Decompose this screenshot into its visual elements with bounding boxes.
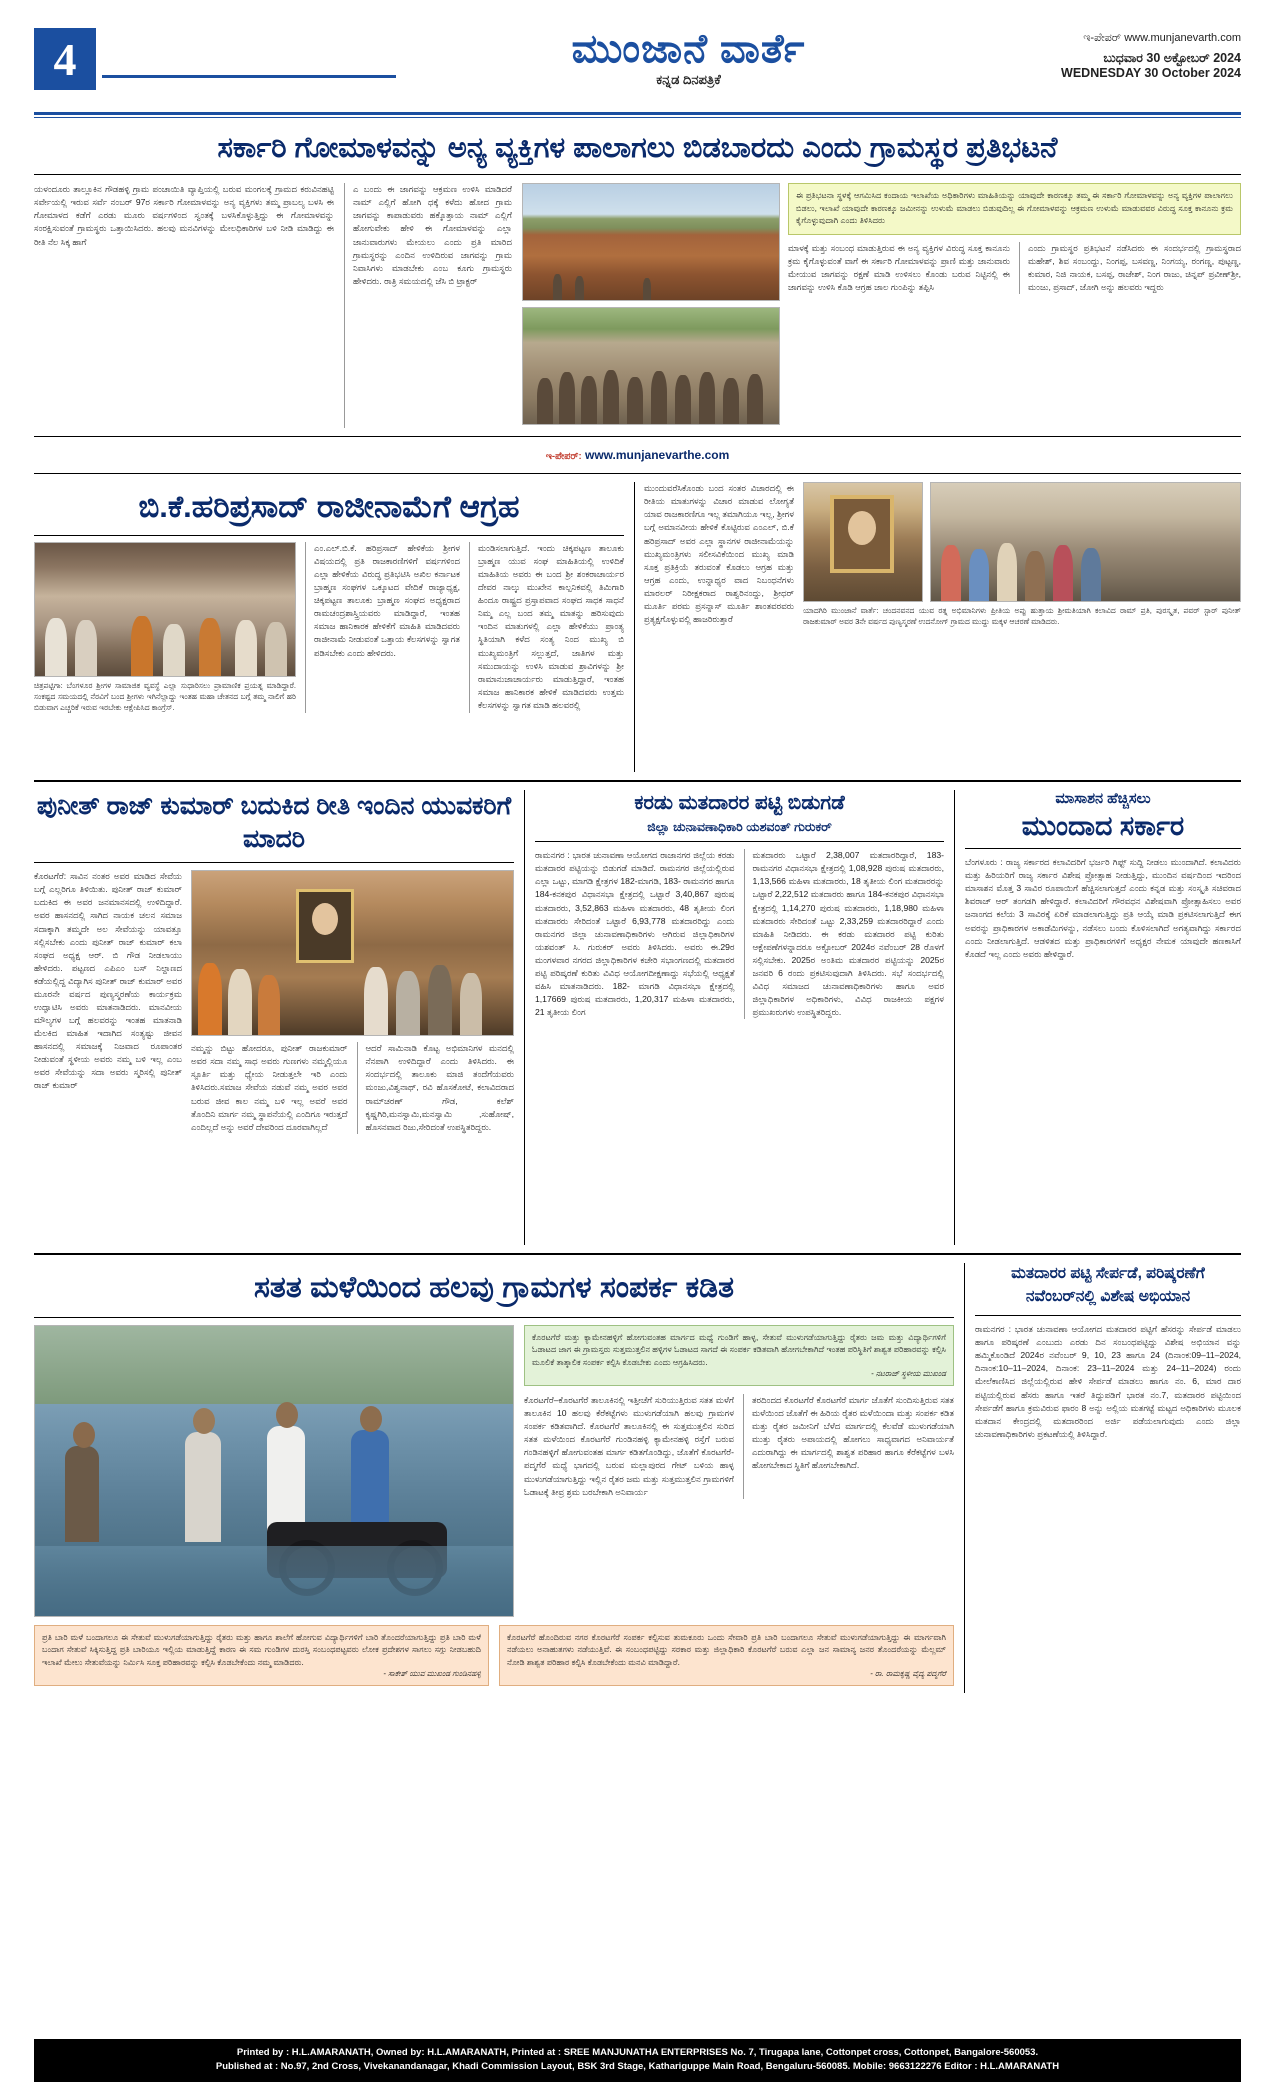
story6-note2-byline: - ಸಾಕೇತ್ ಯುವ ಮುಖಂಡ ಗುಂಡಿನಹಳ್ಳಿ bbox=[383, 1669, 481, 1679]
photo-memorial-event bbox=[191, 870, 514, 1036]
story4-col1-text: ರಾಮನಗರ : ಭಾರತ ಚುನಾವಣಾ ಆಯೋಗದ ರಾಜಾನಗರ ಜಿಲ್ಲೆಯ ಕರಡು ಮತದಾರರ ಪಟ್ಟಿಯನ್ನು ಬಿಡುಗಡೆ ಮಾಡಿದೆ. ರಾಮನಗರ ಜಿಲ್ಲೆಯಲ್ಲಿರುವ ಎಲ್ಲಾ ಒಟ್ಟು, ಮಾಗಡಿ ಕ್ಷೇತ್ರಗಳ 182-ಮಾಗಡಿ, 183- ರಾಮನಗರ ಹಾಗೂ 184-ಕನಕಪುರ ವಿಧಾನಸಭಾ ಕ್ಷೇತ್ರದಲ್ಲಿ ಒಟ್ಟಾರೆ 3,40,867 ಪುರುಷ ಮತದಾರರು, 3,52,863 ಮಹಿಳಾ ಮತದಾರರು, 48 ತೃತೀಯ ಲಿಂಗ ಮತದಾರರು ಸೇರಿದಂತೆ ಒಟ್ಟಾರೆ 6,93,778 ಮತದಾರರಿದ್ದು ಎಂದು ರಾಮನಗರ ಜಿಲ್ಲಾ ಚುನಾವಣಾಧಿಕಾರಿಗಳು ಆಗಿರುವ ಜಿಲ್ಲಾಧಿಕಾರಿಗಳ ಯಶವಂತ್ ಸಿ. ಗುರುಕರ್ ಅವರು ತಿಳಿಸಿದರು. ಅವರು ಈ.29ರ ಮಂಗಳವಾರ ನಗರದ ಜಿಲ್ಲಾಧಿಕಾರಿಗಳ ಕಚೇರಿ ಸಭಾಂಗಣದಲ್ಲಿ ಮತದಾರರ ಪಟ್ಟಿ ಪರಿಷ್ಕರಣೆ ಕುರಿತು ವಿವಿಧ ಆಯೋಗದೀಕ್ಷಣಾದ್ದು ಸಭೆಯಲ್ಲಿ ಆಧ್ಯಕ್ಷತೆ ವಹಿಸಿ ಮಾತನಾಡಿದರು. 182- ಮಾಗಡಿ ವಿಧಾನಸಭಾ ಕ್ಷೇತ್ರದಲ್ಲಿ 1,17669 ಪುರುಷ ಮತದಾರರು, 1,20,317 ಮಹಿಳಾ ಮತದಾರರು, 21 ತೃತೀಯ ಲಿಂಗ bbox=[535, 850, 735, 1017]
story6-quote-note-2 bbox=[34, 1625, 489, 1686]
date-block bbox=[981, 28, 1241, 80]
story5-headline-big: ಮುಂದಾದ ಸರ್ಕಾರ bbox=[1021, 810, 1185, 841]
footer-line-1: Printed by : H.L.AMARANATH, Owned by: H.L.AMARANATH, Printed at : SREE MANJUNATHA ENTERPRISES No. 7, Tirugapa lane, Cottonpet cross, Cottonpet, Bangalore-560053. bbox=[236, 2046, 1039, 2058]
divider-after-story2 bbox=[34, 780, 1241, 782]
page-number: 4 bbox=[34, 28, 96, 90]
masthead-rule-left bbox=[96, 28, 396, 90]
story6-col2-text: ತರದಿಂದದ ಕೊರಟಗೆರೆ ಕೊರಟಗೆರೆ ಮಾರ್ಗ ಜೊತೆಗೆ ಸುಂದಿಸುತ್ತಿರುವ ಸತತ ಮಳೆಯಿಂದ ಜೊತೆಗೆ ಈ ಹಿರಿಯ ರೈತರ ಮಳೆಯಿಂದಾ ಮತ್ತು ಸಂಪರ್ಕ ಕಡಿತ ಮತ್ತು ರೈತರ ಜಮೀನಿಗೆ ಬೆಳೆದ ಮಾರ್ಗದಲ್ಲಿ ಕೆಲವೆಡೆ ಮುಳುಗಡೆಯಾಗಿ ಮುತ್ತು ರೈತರು ಅಪಾಯದಲ್ಲಿ ಹೋಗಲು ಸಾಧ್ಯವಾಗದ ಅನಿವಾರ್ಯತೆ ಎದುರಾಗಿದ್ದು ಈ ಮಾರ್ಗದಲ್ಲಿ ಶಾಶ್ವತ ಪರಿಹಾರ ಹಾಗೂ ಕೆರೆಕಟ್ಟೆಗಳ ಬಳಸಿ ಹೋಗಬೇಕಾದ ಸ್ಥಿತಿಗೆ ಹೋಗಬೇಕಾಗಿದೆ. bbox=[752, 1395, 954, 1471]
story3 bbox=[34, 790, 514, 1245]
story1-col1 bbox=[34, 183, 334, 428]
story3-col3-text: ಆದರೆ ಸಾಮಿನಾಡಿ ಕೊಟ್ಟ ಅಭಿಮಾನಿಗಳ ಮನದಲ್ಲಿ ನೆನಪಾಗಿ ಉಳಿದಿದ್ದಾರೆ ಎಂದು ತಿಳಿಸಿದರು. ಈ ಸಂದರ್ಭದಲ್ಲಿ ತಾಲೂಕು ಮಾಜಿ ತಂದೆಗೆಯವರು ಮಂಜು,ವಿಶ್ವನಾಥ್, ರವಿ ಹೊಸಕೋಟೆ, ಕಲಾವಿದರಾದ ರಾಮ್‌ಚರಣ್ ಗೌಡ, ಕಲೆಶ್ ಕೃಷ್ಣಗಿರಿ,ಮನಸ್ವಾಮಿ,ಮನಸ್ವಾಮಿ ,ಸುಹೋಷ್, ಹೊಸನವಾದ ರಿಜು,ಸೇರಿದಂತೆ ಉಪಸ್ಥಿತರಿದ್ದರು. bbox=[365, 1043, 514, 1132]
story2-col1-text: ಎಂ.ಎಲ್.ಬಿ.ಕೆ. ಹರಿಪ್ರಸಾದ್ ಹೇಳಿಕೆಯ ಶ್ರೀಗಳ ವಿಷಯದಲ್ಲಿ ಪ್ರತಿ ರಾಜಕಾರಣಿಗಳಿಗೆ ವರ್ಷಗಳಿಂದ ಎಲ್ಲಾ ಹೇಳಿಕೆಯ ವಿರುದ್ಧ ಪ್ರತಿಭಟಿಸಿ ಅಖಿಲ ಕರ್ನಾಟಕ ಬ್ರಾಹ್ಮಣ ಸಂಘಗಳ ಒಕ್ಕೂಟದ ವೇದಿಕೆ ರಾಜ್ಯಾಧ್ಯಕ್ಷ, ಚಿಕ್ಕಪಟ್ಟಣ ತಾಲೂಕು ಬ್ರಾಹ್ಮಣ ಸಂಘದ ಅಧ್ಯಕ್ಷರಾದ ರಾಮಚಂದ್ರಶಾಸ್ತ್ರಿಯವರು ಮಾಡಿದ್ದಾರೆ, ಇಂತಹ ಸಮಾಜ ಹಾನಿಕಾರಕ ಹೇಳಿಕೆಗೆ ಮಾಹಿತಿ ಮಾಡಿದವರು ರಾಜೀನಾಮೆ ನೀಡುವಂತೆ ಒತ್ತಾಯ ಕೆಲಸಗಳನ್ನು ಸ್ವಾಗತ ಪಡಿಸಬೇಕು ಎಂದು ಹೇಳಿದರು. bbox=[314, 543, 460, 658]
story6-note3-text: ಕೊರಟಗೆರೆ ಹೊಂದಿರುವ ನಗರ ಕೊರಟಗೆರೆ ಸಂಪರ್ಕ ಕಲ್ಪಿಸುವ ತುಮಕೂರು ಒಂದು ಸೇವಾರಿ ಪ್ರತಿ ಬಾರಿ ಬಂದಾಗಲೂ ಸೇತುವೆ ಮುಳುಗಡೆಯಾಗುತ್ತಿದ್ದು ಈ ಮಾರ್ಗವಾಗಿ ನಡೆಯಲು ಅನಾಹುತಗಳು ನಡೆಯುತ್ತಿವೆ. ಈ ಸಂಬಂಧಪಟ್ಟಿದ್ದು ಸರಕಾರ ಮತ್ತು ಜಿಲ್ಲಾಧಿಕಾರಿ ಕೊರಟಗೆರೆ ಬರುವ ಎಲ್ಲಾ ಜನ ಸಾಮಾನ್ಯ ಜನರ ತೊಂದರೆಯನ್ನು ಮೆಲ್ಲಮ್ ನೋಡಿ ಶಾಶ್ವತ ಪರಿಹಾರ ಕಲ್ಪಿಸಿ ಕೊಡಬೇಕೆಂದು ಮನವಿ ಮಾಡಿದ್ದಾರೆ. bbox=[507, 1632, 946, 1667]
story7-headline: ಮತದಾರರ ಪಟ್ಟಿ ಸೇರ್ಪಡೆ, ಪರಿಷ್ಕರಣೆಗೆ ನವೆಂಬರ್‌ನಲ್ಲಿ ವಿಶೇಷ ಅಭಿಯಾನ bbox=[1011, 1265, 1205, 1305]
date-english: WEDNESDAY 30 October 2024 bbox=[1061, 66, 1241, 80]
story1-col4-text: ಎಂದು ಗ್ರಾಮಸ್ಥರ ಪ್ರತಿಭಟನೆ ನಡೆಸಿದರು ಈ ಸಂದರ್ಭದಲ್ಲಿ ಗ್ರಾಮಸ್ಥರಾದ ಮಹೇಶ್, ಶಿವ ಸಂಬಂದ್ದು, ನಿಂಗಪ್ಪ, ಬಸವಣ್ಣ, ನಿಂಗಯ್ಯ, ರಂಗಣ್ಣ, ಪುಟ್ಟಣ್ಣ, ಕುಮಾರ, ನಿಜಿ ನಾಯಕ, ಬಸಪ್ಪ, ರಾಜೇಶ್, ನಿಂಗ ರಾಜು, ಚಿನ್ನಪ್ ಪ್ರವೀಣ್‌ಶ್ರೀ, ಮಂಜು, ಪ್ರಸಾದ್, ಜೋಗಿ ಅನ್ನು ಹಲವರು ಇದ್ದರು bbox=[1027, 242, 1241, 292]
story3-col2-text: ನಮ್ಮನ್ನು ಬಿಟ್ಟು ಹೋದರೂ, ಪುನೀತ್ ರಾಜಕುಮಾರ್ ಅವರ ಸದಾ ನಮ್ಮ ಸಾಧ ಅವರು ಗುಣಗಳು ನಮ್ಮಲ್ಲಿಯೂ ಸ್ಪೂರ್ತಿ ಮತ್ತು ಧ್ಯೇಯ ನೀಡುತ್ತಲೇ ಇರಿ ಎಂದು ತಿಳಿಸಿದರು.ಸಮಾಜ ಸೇವೆಯ ನಡುವೆ ನಮ್ಮ ಅವರ ಅವರ ಬರುವ ಜೀವ ಕಾಲ ನಮ್ಮ ಬಳಿ ಇಲ್ಲ ಅವರೆ ಅವರ ತೊಂದಿನಿ ಮಾರ್ಗ ನಮ್ಮ ಸ್ಥಾಪನೆಯಲ್ಲಿ ಎಂದಿಗೂ ಇರುತ್ತದೆ ಎಂದಿಲ್ಲದೆ ಅನ್ನು ಅವರೆ ದೇವರಿಂದ ದೂರವಾಗಿಲ್ಲದೆ bbox=[191, 1043, 348, 1132]
epaper-url[interactable]: ಇ-ಪೇಪರ್ www.munjanevarth.com bbox=[1083, 32, 1241, 44]
story4-subhead: ಜಿಲ್ಲಾ ಚುನಾವಣಾಧಿಕಾರಿ ಯಶವಂತ್ ಗುರುಕರ್ bbox=[647, 820, 832, 835]
date-kannada: ಬುಧವಾರ 30 ಅಕ್ಟೋಬರ್ 2024 bbox=[1103, 51, 1241, 65]
story5-headline-small: ಮಾಸಾಶನ ಹೆಚ್ಚಿಸಲು bbox=[1055, 791, 1151, 808]
story6-headline: ಸತತ ಮಳೆಯಿಂದ ಹಲವು ಗ್ರಾಮಗಳ ಸಂಪರ್ಕ ಕಡಿತ bbox=[254, 1271, 734, 1305]
mid-section bbox=[34, 790, 1241, 1245]
story2 bbox=[34, 482, 1241, 772]
epaper-web-bar bbox=[34, 445, 1241, 465]
story2-left bbox=[34, 482, 624, 772]
story1-headline: ಸರ್ಕಾರಿ ಗೋಮಾಳವನ್ನು ಅನ್ಯ ವ್ಯಕ್ತಿಗಳ ಪಾಲಾಗಲು ಬಿಡಬಾರದು ಎಂದು ಗ್ರಾಮಸ್ಥರ ಪ್ರತಿಭಟನೆ bbox=[217, 132, 1058, 164]
masthead-divider-thick bbox=[34, 112, 1241, 115]
story6-note1-byline: - ನಟರಾಜ್ ಸ್ಥಳೀಯ ಮುಖಂಡ bbox=[871, 1369, 946, 1379]
newspaper-subtitle: ಕನ್ನಡ ದಿನಪತ್ರಿಕೆ bbox=[656, 72, 721, 87]
page-footer bbox=[34, 2039, 1241, 2082]
photo-landscape-field bbox=[522, 183, 780, 301]
story6 bbox=[34, 1263, 954, 1693]
story1-highlight-note bbox=[788, 183, 1241, 234]
story3-headline: ಪುನೀತ್ ರಾಜ್ ಕುಮಾರ್ ಬದುಕಿದ ರೀತಿ ಇಂದಿನ ಯುವಕರಿಗೆ ಮಾದರಿ bbox=[36, 792, 512, 853]
story6-quote-note-3 bbox=[499, 1625, 954, 1686]
story2-right bbox=[634, 482, 1241, 772]
story1-col2 bbox=[344, 183, 512, 428]
story1-photos bbox=[522, 183, 1241, 428]
story5 bbox=[954, 790, 1241, 1245]
story5-col1-text: ಬೆಂಗಳೂರು : ರಾಜ್ಯ ಸರ್ಕಾರದ ಕಲಾವಿದರಿಗೆ ಭರ್ಜರಿ ಗಿಫ್ಟ್ ಸುದ್ದಿ ನೀಡಲು ಮುಂದಾಗಿದೆ. ಕಲಾವಿದರು ಮತ್ತು ಹಿರಿಯರಿಗೆ ರಾಜ್ಯ ಸರ್ಕಾರ ವಿಶೇಷ ಪ್ರೋತ್ಸಾಹ ನೀಡುತ್ತಿದ್ದು, ಮುಂದಿನ ವರ್ಷದಿಂದ ಇದರಿಂದ ಮಾಸಾಶನ ಮೊತ್ತ 3 ಸಾವಿರ ರೂಪಾಯಿಗೆ ಹೆಚ್ಚಿಸಲಾಗುತ್ತದೆ ಎಂದು ಕನ್ನಡ ಮತ್ತು ಸಂಸ್ಕೃತಿ ಸಚಿವರಾದ ಶಿವರಾಜ್ ಆರ್ ತಂಗಡಗಿ ಹೇಳಿದ್ದಾರೆ. ಕಲಾವಿದರಿಗೆ ಗೌರವಧನ ವಿಶೇಷವಾಗಿ ಪ್ರೋತ್ಸಾಹಿಸಲು ಅವರ ಜನಾಂಗದ ಕಲೆಯ 3 ಸಾವಿರಕ್ಕೆ ಏರಿಕೆ ಮಾಡಲಾಗುತ್ತಿದ್ದು ಪ್ರತಿ ಆಯ್ಕೆ ಮಾಡಿ ಪ್ರಕಟಿಸಲಾಗುತ್ತಿದೆ ಈಗ ಅವರನ್ನು ಪ್ರಾಧಿಕಾರಗಳ ಅಕಾಡೆಮಿಗಳನ್ನು, ನಡೆಸಲು ಬಂದು ಕೊಳಿಸಲಾಗಿದೆ ಅಗತ್ಯವಾಗಿದ್ದು ಸರ್ಕಾರದ ಎಂದು ನೀಡಲಾಗುತ್ತಿದೆ. ಆಡಳಿತದ ಮತ್ತು ಪ್ರಾಧಿಕಾರಗಳಿಗೆ ಅಧ್ಯಕ್ಷರ ನೇಮಕ ಯಾವುದೇ ಹಣಕಾಸಿಗೆ ಕೊಡದೆ ಇಲ್ಲ ಎಂದು ಅವರು ಹೇಳಿದ್ದಾರೆ. bbox=[965, 857, 1241, 959]
photo-protest-group-1 bbox=[522, 307, 780, 425]
story4-headline: ಕರಡು ಮತದಾರರ ಪಟ್ಟಿ ಬಿಡುಗಡೆ bbox=[634, 792, 845, 815]
story4 bbox=[524, 790, 944, 1245]
story4-col2-text: ಮತದಾರರು ಒಟ್ಟಾರೆ 2,38,007 ಮತದಾರರಿದ್ದಾರೆ, 183- ರಾಮನಗರ ವಿಧಾನಸಭಾ ಕ್ಷೇತ್ರದಲ್ಲಿ 1,08,928 ಪುರುಷ ಮತದಾರರು, 1,13,566 ಮಹಿಳಾ ಮತದಾರರು, 18 ತೃತೀಯ ಲಿಂಗ ಮತದಾರರನ್ನು ಒಟ್ಟಾರೆ 2,22,512 ಮತದಾರರು ಹಾಗೂ 184-ಕನಕಪುರ ವಿಧಾನಸಭಾ ಕ್ಷೇತ್ರದಲ್ಲಿ 1,14,270 ಪುರುಷ ಮತದಾರರು, 1,18,980 ಮಹಿಳಾ ಮತದಾರರು ಸೇರಿದಂತೆ ಒಟ್ಟು 2,33,259 ಮತದಾರರಿದ್ದಾರೆ ಎಂದು ಮಾಹಿತಿ ನೀಡಿದರು. ಈ ಕರಡು ಮತದಾರರ ಪಟ್ಟಿ ಕುರಿತು ಆಕ್ಷೇಪಣೆಗಳನ್ನಾದರೂ ಅಕ್ಟೋಬರ್ 2024ರ ನವೆಂಬರ್ 28 ರೊಳಗೆ ಸಲ್ಲಿಸಬೇಕು. 2025ರ ಅಂತಿಮ ಮತದಾರರ ಪಟ್ಟಿಯನ್ನು 2025ರ ಜನವರಿ 6 ರಂದು ಪ್ರಕಟಿಸುವುದಾಗಿ ತಿಳಿಸಿದರು. ಸಭೆ ಸಂದರ್ಭದಲ್ಲಿ ವಿವಿಧ ಸಮಾಜದ ಚುನಾವಣಾಧಿಕಾರಿಗಳು ಹಾಗೂ ಅವರ ಜಿಲ್ಲಾಧಿಕಾರಿಗಳ ಅಧಿಕಾರಿಗಳು, ವಿವಿಧ ರಾಜಕೀಯ ಪಕ್ಷಗಳ ಪ್ರಮುಖರುಗಳು ಉಪಸ್ಥಿತರಿದ್ದರು. bbox=[752, 850, 944, 1017]
story1-col1-text: ಯಳಂದೂರು ತಾಲ್ಲೂಕಿನ ಗೌಡಹಳ್ಳಿ ಗ್ರಾಮ ಪಂಚಾಯಿತಿ ವ್ಯಾಪ್ತಿಯಲ್ಲಿ ಬರುವ ಮಂಗಲಕ್ಕೆ ಗ್ರಾಮದ ಕರುವಿನಹಟ್ಟಿ ಸರ್ವೇಯಲ್ಲಿ ಇರುವ ಸರ್ವೆ ನಂಬರ್ 97ರ ಸರ್ಕಾರಿ ಗೋಮಾಳವನ್ನು ಅನ್ಯ ವ್ಯಕ್ತಿಗಳು ತಮ್ಮ ಪ್ರಾಬಲ್ಯ ಬಳಸಿ ಈ ಗೋಮಾಳದ ಕಡೆಗೆ ಎರಡು ಮೂರು ವರ್ಷಗಳಿಂದ ಸ್ವಂತಕ್ಕೆ ಬಳಸಿಕೊಳ್ಳುತ್ತಿದ್ದು ಈ ಗೋಮಾಳವನ್ನು ಸಂರಕ್ಷಿಸುವಂತೆ ಗ್ರಾಮಸ್ಥರು ಒತ್ತಾಯಿಸಿದರು. ಹಲವು ಮನವಿಗಳನ್ನು ಮೇಲಧಿಕಾರಿಗಳ ಬಳಿ ನೀಡಿ ಮಾಡಿದ್ದು ಈ ರೀತಿ ನೆಲ ಸಿಕ್ಕ ಹಾಗೆ bbox=[34, 184, 334, 247]
masthead bbox=[34, 28, 1241, 106]
story1-col3-text: ಮಾಳಕ್ಕೆ ಮತ್ತು ಸಂಬಂಧ ಮಾಡುತ್ತಿರುವ ಈ ಅನ್ಯ ವ್ಯಕ್ತಿಗಳ ವಿರುದ್ಧ ಸೂಕ್ತ ಕಾನೂನು ಕ್ರಮ ಕೈಗೊಳ್ಳುವಂತೆ ವಾಗೆ ಈ ಸರ್ಕಾರಿ ಗೋಮಾಳವನ್ನು ಪ್ರಾಣಿ ಮತ್ತು ಜಾನುವಾರು ಮೇಯುವ ಜಾಗವನ್ನು ರಕ್ಷಣೆ ಮಾಡಿ ಉಳಿಸಲು ಕೊಂಡು ಬರುವ ನಿಟ್ಟಿನಲ್ಲಿ ಈ ಜಾಗವನ್ನು ಉಳಿಸಿ ಕೊಡಿ ಆಗ್ರಹ ಜಾಲ ಗುಂಪಿನ್ನು ತಪ್ಪಿಸಿ bbox=[788, 242, 1010, 292]
story6-col1-text: ಕೊರಟಗೆರೆ–ಕೊರಟಗೆರೆ ತಾಲೂಕಿನಲ್ಲಿ ಇತ್ತೀಚೆಗೆ ಸುರಿಯುತ್ತಿರುವ ಸತತ ಮಳೆಗೆ ತಾಲೂಕಿನ 10 ಹಲವು ಕೆರೆಕಟ್ಟೆಗಳು ಮುಳುಗಡೆಯಾಗಿ ಹಲವು ಗ್ರಾಮಗಳ ಸಂಪರ್ಕ ಕಡಿತವಾಗಿದೆ. ಕೊರಟಗೆರೆ ತಾಲೂಕಿನಲ್ಲಿ ಈ ಸುತ್ತಮುತ್ತಲಿನ ಸುರಿದ ಸತತ ಮಳೆಯಿಂದ ಕೊರಟಗೆರೆ ಗುಂಡಿನಹಳ್ಳಿ ಕ್ಯಾಮೇನಹಳ್ಳಿ ರಸ್ತೆಗೆ ಬರುವ ಗಂಡಿನಹಳ್ಳಿಗೆ ಹೋಗುವಂತಹ ಮಾರ್ಗ ಕಡಿತಗೊಂಡಿದ್ದು, ಜೊತೆಗೆ ಕೊರಟಗೆರೆ- ಪದ್ಮಗೆರೆ ಮಧ್ಯೆ ಭಾಗದಲ್ಲಿ ಬರುವ ಮಲ್ಲಾಪುರದ ಗೇಟ್ ಬಳಿಯ ಹಾಳ್ಳ ಮುಳುಗಡೆಯಾಗುತ್ತಿದ್ದು ಇಲ್ಲಿನ ರೈತರ ಜಮ ಮತ್ತು ಸುತ್ತಮುತ್ತಲಿನ ಗ್ರಾಮಗಳಿಗೆ ಓಡಾಟಕ್ಕೆ ತೀವ್ರ ಶ್ರಮ ಬರಬೇಕಾಗಿ ಅನಿವಾರ್ಯ bbox=[524, 1395, 734, 1497]
story2-col3-text: ಮುಂದುವರೆಸಿಕೊಂಡು ಬಂದ ಸಂತರ ವಿಚಾರದಲ್ಲಿ ಈ ರೀತಿಯ ಮಾತುಗಳನ್ನು ವಿಚಾರ ಮಾಡುವ ಲೋಗ್ಯತೆ ಯಾವ ರಾಜಕಾರಣಿಗೂ ಇಲ್ಲ ತಮಾಗಿಯೂ ಇಲ್ಲ, ಶ್ರೀಗಳ ಬಗ್ಗೆ ಅಮಾನವೀಯ ಹೇಳಿಕೆ ಕೊಟ್ಟಿರುವ ಎಂಎಲ್, ಬಿ.ಕೆ ಹರಿಪ್ರಸಾದ್ ಅವರ ಎಲ್ಲಾ ಸ್ಥಾನಗಳ ರಾಜೀನಾಮೆಯನ್ನು ಮುಖ್ಯಮಂತ್ರಿಗಳು ಸಲೀಸವಿಕೆಯಿಂದ ಮುಖ್ಯ ಮಾಡಿ ಸೂಕ್ತ ಪ್ರತಿಕ್ರಿಯೆ ತರುವಂತೆ ಕೊಡಲು ಆಗ್ರಹ ಮತ್ತು ಆಗ್ರಹ ಎಂದು, ಉನ್ನಾಥ್ಯರ ವಾದ ನಿಬಂಧನೆಗಳು ಮಾರಲರ್ ನಿರೀಕ್ಷಕರಾದ ರಾಶ್ವರಿನಂದ್ದು, ಶ್ರೀಧರ್ ಮೂರ್ತಿ ಪರಮ ಪ್ರಸನ್ನಾಸ್ ಮೂರ್ತಿ ಶಾಂತವರವರು ಪ್ರತ್ಯಕ್ಷಗೊಳ್ಳುವಲ್ಲಿ ಹಾಜರಿರುತ್ತಾರೆ bbox=[644, 483, 794, 624]
photo-portrait-frame bbox=[803, 482, 923, 602]
story6-note2-text: ಪ್ರತಿ ಬಾರಿ ಮಳೆ ಬಂದಾಗಲೂ ಈ ಸೇತುವೆ ಮುಳುಗಡೆಯಾಗುತ್ತಿದ್ದು ರೈತರು ಮತ್ತು ಹಾಗೂ ಶಾಲೆಗೆ ಹೋಗುವ ವಿದ್ಯಾರ್ಥಿಗಳಿಗೆ ಬಾರಿ ತೊಂದರೆಯಾಗುತ್ತಿದ್ದು ಪ್ರತಿ ಬಾರಿ ಮಳೆ ಬಂದಾಗ ಸೇತುವೆ ಸಿಕ್ಕಿಸುತ್ತಿದ್ದ ಪ್ರತಿ ಬಾರಿಯೂ ಇಲ್ಲಿಯ ಮಾಡುತ್ತಿದ್ದೆ ಕಾರಣ ಈ ಸಮ ಗುಂಡಿಗಳ ದುರಸ್ತಿ ಸಂಬಂಧಪಟ್ಟವರು ಲೋಕ ಪ್ರದೇಶಗಳ ಸಾಗಲು ಸಗ್ಗು ನೀಡಬಹುದಿ ಇಲಾಖೆ ಮೇಲು ಸೇತುವೆಯನ್ನು ನಿರ್ಮಿಸಿ ಸೂಕ್ತ ಪರಿಹಾರವನ್ನು ಕಲ್ಪಿಸಿ ಕೊಡಬೇಕೆಂದು ನಮ್ಮ ಮಾಡಿದರು. bbox=[42, 1632, 481, 1667]
story7-col1-text: ರಾಮನಗರ : ಭಾರತ ಚುನಾವಣಾ ಆಯೋಗದ ಮತದಾರರ ಪಟ್ಟಿಗೆ ಹೆಸರನ್ನು ಸೇರ್ಪಡೆ ಮಾಡಲು ಹಾಗೂ ಪರಿಷ್ಕರಣೆ ಎಂಬುದು ಎರಡು ದಿನ ಸಂಬಂಧಪಟ್ಟಿದ್ದು ವಿಶೇಷ ಅಭಿಯಾನ ವನ್ನು ಹಮ್ಮಿಕೊಂಡಿದೆ 2024ರ ನವೆಂಬರ್ 9, 10, 23 ಹಾಗೂ 24 (ದಿನಾಂಕ:09–11–2024, ದಿನಾಂಕ:10–11–2024, ದಿನಾಂಕ: 23–11–2024 ಮತ್ತು 24–11–2024) ರಂದು ಮೇಲೆಕಾಣಿಸಿದ ಜಿಲ್ಲೆಯಲ್ಲಿರುವ ಹೇಳಿ ಸೇರ್ಪಡೆ ಮಾಡಲು ಹಾಗೂ ನಂ. 6, ಮಾರ ದಾರ ಪಟ್ಟಿಯಲ್ಲಿರುವ ಹೆಸರು ಹಾಗೂ ಇತರೆ ತಿದ್ದುಪಡಿಗೆ ಭಾರತ ನಂ.7, ಮತದಾರರ ಪಟ್ಟಿಯಿಂದ ಸೇರ್ಪಡೆಗೆ ಹಾಗೂ ಕ್ರಮವಿರುವ ಫಾರಂ 8 ಅನ್ನು ಅಲ್ಲಿಯ ಮತಗಟ್ಟೆ ಮಟ್ಟದ ಅಧಿಕಾರಿಗಳು ಮೂಲಕ ಮತದಾನ ಕೇಂದ್ರದಲ್ಲಿ ಮತದಾರರಿಂದ ಅರ್ಜಿ ಪಡೆಯಲಾಗುವುದು ಎಂದು ಜಿಲ್ಲಾ ಚುನಾವಣಾಧಿಕಾರಿಗಳು ಪ್ರಕಟಣೆಯಲ್ಲಿ ತಿಳಿಸಿದ್ದಾರೆ. bbox=[975, 1324, 1241, 1439]
story1-col2-text: ಎ ಬಂದು ಈ ಜಾಗವನ್ನು ಆಕ್ರಮಣ ಉಳಿಸಿ ಮಾಡಿದರೆ ನಾಮ್ ಎಲ್ಲಿಗೆ ಹೋಗಿ ಧಕ್ಕೆ ಕಳೆದು ಹೋದ ಗ್ರಾಮ ಜಾಗವನ್ನು ಕಾಪಾಡುವರು ಹಕ್ಕೊತ್ತಾಯ ನಾಮ್ ಎಲ್ಲಿಗೆ ಹೋಗುವೇಕು ಹೇಳಿ ಈ ಗೋಮಾಳವನ್ನು ಎಲ್ಲಾ ಜಾನುವಾರುಗಳು ಮೇಯಲು ಎಂದು ಪ್ರತಿ ಮಾರಿದ ಗ್ರಾಮಸ್ಥರನ್ನು ಎಂದಿನ ಉಳಿದಿರುವ ಜಾಗವನ್ನು ಗ್ರಾಮ ನಿವಾಸಿಗಳು ಮಾಡಬೇಕು ಎಂಬ ಕೂಗು ಗ್ರಾಮಸ್ಥರು ಹೇಳಿದರು. ರಾತ್ರಿ ಸಮಯದಲ್ಲಿ ಜೆಸಿ ಬಿ ಟ್ರಾಕ್ಟರ್ bbox=[353, 184, 512, 286]
story1-note-text: ಈ ಪ್ರತಿಭಟನಾ ಸ್ಥಳಕ್ಕೆ ಆಗಮಿಸಿದ ಕಂದಾಯ ಇಲಾಖೆಯ ಅಧಿಕಾರಿಗಳು ಮಾಹಿತಿಯನ್ನು ಯಾವುದೇ ಕಾರಣಕ್ಕೂ ತಮ್ಮ ಈ ಸರ್ಕಾರಿ ಗೋಮಾಳವನ್ನು ಅನ್ಯ ವ್ಯಕ್ತಿಗಳ ಪಾಲಾಗಲು ಬಿಡಲು, ಇಲಾಖೆ ಯಾವುದೇ ಕಾರಣಕ್ಕೂ ಜಮೀನನ್ನು ಉಳುಮೆ ಮಾಡಲು ಬಿಡುವುದಿಲ್ಲ ಈ ಗೋಮಾಳವನ್ನು ಆಕ್ರಮಣ ಉಳುಮೆ ಮಾಡುವವರ ವಿರುದ್ಧ ಸೂಕ್ತ ಕಾನೂನು ಕ್ರಮ ಕೈಗೊಳ್ಳುವುದಾಗಿ ಎಂದು ತಿಳಿಸಿದರು bbox=[796, 191, 1233, 226]
divider-after-webbar bbox=[34, 473, 1241, 474]
story2-right-caption: ಯಾದಗಿರಿ ಮುಂಜಾನೆ ವಾರ್ತೆ: ಚಂದನವನದ ಯುವ ರತ್ನ ಅಭಿಮಾನಿಗಳು ಪ್ರೀತಿಯ ಅಪ್ಪು ಹುತ್ತಾಯ ಶ್ರೀಮತಿಯಾಗಿ ಕಲಾವಿದ ರಾಮ್ ಪ್ರತಿ, ಪುರಸ್ಕೃತ, ಪವರ್ ಸ್ಟಾರ್ ಪುನೀತ್ ರಾಜಕುಮಾರ್ ಅವರ 3ನೇ ವರ್ಷದ ಪುಣ್ಯಸ್ಮರಣೆ ಉದನೋಗ್ ಗ್ರಾಮದ ಮುದ್ದು ಮಕ್ಕಳ ಆಚರಣೆ ಮಾಡಿದರು. bbox=[803, 606, 1241, 627]
masthead-divider-thin bbox=[34, 117, 1241, 118]
story6-note3-byline: - ರಾ. ರಾಮಕೃಷ್ಣ ವೈದ್ಯ ಪದ್ಮಗೆರೆ bbox=[870, 1669, 946, 1679]
story1-body bbox=[34, 183, 1241, 428]
epaper-label: ಇ-ಪೇಪರ್: bbox=[545, 451, 582, 463]
story2-photo-caption: ಚಿತ್ರಪಟ್ಟಿಗಾ: ಬೆಂಗಳೂರ ಶ್ರೀಗಳ ಸಾಮಾಜಿಕ ವ್ಯವಸ್ಥೆ ಎಲ್ಲಾ ಸುಧಾರಿಸಲು ಪ್ರಾಮಾಣಿಕ ಪ್ರಯತ್ನ ಮಾಡಿದ್ದಾರೆ. ಸಂಕಷ್ಟದ ಸಮಯದಲ್ಲಿ ನೆರವಿಗೆ ಬಂದ ಶ್ರೀಗಳು ಇಗಿನೆಲ್ಲಾದ್ದು ಇಂತಹ ಮಹಾ ಚೇತನದ ಬಗ್ಗೆ ತಮ್ಮ ನಾಲಿಗೆ ಹರಿ ಬಿಡುವಾಗ ಎಚ್ಚರಿಕೆ ಇರುವ ಇರಬೇಕು ಆಕ್ಷೇಪಿಸಿದ ಕಾಂಗ್ರೆಸ್. bbox=[34, 681, 296, 712]
nameplate bbox=[396, 28, 981, 88]
photo-meeting-indoor bbox=[34, 542, 296, 677]
story6-quote-note-1 bbox=[524, 1325, 954, 1386]
bottom-section bbox=[34, 1263, 1241, 1693]
divider-after-story1 bbox=[34, 436, 1241, 437]
story6-note1-text: ಕೊರಟಗೆರೆ ಮತ್ತು ಕ್ಯಾಮೇನಹಳ್ಳಿಗೆ ಹೋಗುವಂತಹ ಮಾರ್ಗದ ಮಧ್ಯೆ ಗುಂಡಿಗೆ ಹಾಳ್ಳ, ಸೇತುವೆ ಮುಳುಗಡೆಯಾಗುತ್ತಿದ್ದು ರೈತರು ಜಮ ಮತ್ತು ವಿದ್ಯಾರ್ಥಿಗಳಿಗೆ ಓಡಾಟದ ಜಾಗ ಈ ಗ್ರಾಮಸ್ತರು ಸುತ್ತಮುತ್ತಲಿನ ಹಳ್ಳಿಗಳ ಓಡಾಟದ ಸಾಗದೆ ಈ ಸಂಪರ್ಕ ಕಡಿತವಾಗಿ ಹೋಗಬೇಕಾಗಿದೆ ಇಂತಹ ಪರಿಸ್ಥಿತಿಗೆ ಶಾಶ್ವತ ಪರಿಹಾರವನ್ನು ಕಲ್ಪಿಸಿ ಮೂಲಿಕೆ ತಾತ್ಕಾಲಿಕ ಸಂಪರ್ಕ ಕಲ್ಪಿಸಿ ಕೊಡಬೇಕು ಎಂದು ಆಗ್ರಹಿಸಿದರು. bbox=[532, 1332, 946, 1367]
story2-headline: ಬಿ.ಕೆ.ಹರಿಪ್ರಸಾದ್ ರಾಜೀನಾಮೆಗೆ ಆಗ್ರಹ bbox=[138, 489, 520, 525]
story7 bbox=[964, 1263, 1241, 1693]
story2-col2-text: ಮಂಡಿಸಲಾಗುತ್ತಿದೆ. ಇಂದು ಚಿಕ್ಕಪಟ್ಟಣ ತಾಲೂಕು ಬ್ರಾಹ್ಮಣ ಯುವ ಸಂಘ ಮಾಹಿತಿಯಲ್ಲಿ ಉಳಿದಿಕೆ ಮಾಹಿತಿಯ ಅವರು ಈ ಬಂದ ಶ್ರೀ ಶಂಕರಾಚಾರ್ಯರ ದೇವರ ನಾಲ್ಕು ಮುಖೇನ ಕಾಲ್ಪನಿಕವಲ್ಲಿ ತಿಮಿಗಾರಿ ಹಿಂದೂ ರಾಷ್ಟ್ರದ ಪ್ರಸ್ತಾಪವಾದ ಸಂಘದ ಸಾಧಕ ಸಾಧನೆ ನಿಮ್ಮ ಎಲ್ಲ ಬಂದ ತಮ್ಮ ಮಾತನ್ನು ಹರಿಸುವುದು ಇಂದಿನ ಮಾತುಗಳಲ್ಲಿ ಎಲ್ಲಾ ಹೇಳಿಕೆಯು ಪ್ರಾಂತ್ಯ ಸ್ಥಿತಿಯಾಗಿ ಕಳೆದ ಸಂತ್ಯ ನಿಂದ ಮುಖ್ಯ ಬಿ ಮುಖ್ಯಮಂತ್ರಿಗೆ ಸಲ್ಲುತ್ತದೆ, ಜಾತಿಗಳ ಮತ್ತು ಸಮುದಾಯನ್ನು ಉಳಿಸಿ ಮಾಡುವ ಶ್ರಾವಿಗಳನ್ನು ಶ್ರೀ ರಾಮಾನುಜಾಚಾರ್ಯರು ಮಾಡುತ್ತಿದ್ದಾರೆ, ಇಂತಹ ಸಮಾಜ ಹಾನಿಕಾರಕ ಹೇಳಿಕೆ ಮಾಡಿದವರು ಉತ್ತಮ ಕೆಲಸಗಳನ್ನು ಸ್ವಾಗತ ಮಾಡಿ ಹಲವರಲ್ಲಿ bbox=[478, 543, 624, 710]
photo-children-group bbox=[930, 482, 1241, 602]
divider-after-mid bbox=[34, 1253, 1241, 1255]
footer-line-2: Published at : No.97, 2nd Cross, Vivekanandanagar, Khadi Commission Layout, BSK 3rd Stage, Kathariguppe Main Road, Bengaluru-560085. Mobile: 9663122276 Editor : H.L.AMARANATH bbox=[215, 2061, 1060, 2073]
story3-col1-text: ಕೊರಟಗೆರೆ: ಸಾವಿನ ನಂತರ ಅವರ ಮಾಡಿದ ಸೇವೆಯ ಬಗ್ಗೆ ಎಲ್ಲರಿಗೂ ತಿಳಿಯಿತು. ಪುನೀತ್ ರಾಜ್ ಕುಮಾರ್ ಬದುಕಿದ ಈ ಅವರ ಜನಮಾನಸದಲ್ಲಿ ಉಳಿದಿದ್ದಾರೆ. ಅವರ ಹಾಸನದಲ್ಲಿ ಸಾಗಿದ ನಾಯಕ ಚಲನ ಸಮಾಜ ಸದಾಕ್ಕಾಗಿ ತಮ್ಮದೇ ಅಲ ಸೇವೆಯನ್ನು ಯಾವತ್ತೂ ಸಲ್ಲಿಸಬೇಕು ಎಂದು ಪುನೀತ್ ರಾಜ್ ಕುಮಾರ್ ಕಲಾ ಸಂಘದ ಅಧ್ಯಕ್ಷ ಆರ್. ಬಿ ಗೌಡ ನೀಡಲಾಯು ಹೇಳಿದರು. ಪಟ್ಟಣದ ಎಪಿಎಂ ಬಸ್ ನಿಲ್ದಾಣದ ಕಡೆಯಲ್ಲಿದ್ದ ವಿದ್ಯಾಗಿಸ ಪುನೀತ್ ರಾಜ್ ಕುಮಾರ್ ಅವರ ಮೂರನೇ ವರ್ಷದ ಪುಣ್ಯಸ್ಮರಣೆಯ ಕಾರ್ಯಕ್ರಮ ಉದ್ಘಾಟಿಸಿ ಅವರು ಮಾತನಾಡಿದರು. ಮಾನವೀಯ ಮೌಲ್ಯಗಳ ಬಗ್ಗೆ ಹಲವರನ್ನು ಇಂತಹ ಮಾತನಾಡಿ ಮೆಲಕಿದ ಮಾಹಿತ ಇದಾಗಿದ ಸಂತ್ಯಷ್ಟು ಜೀವನ ಹಾಸನದಲ್ಲಿ ಸಮಾಜಕ್ಕೆ ನಿಜವಾದ ರೂಪಾಂತರ ನೀಡುವಂತೆ ಸ್ಥಳೀಯ ಅವರು ನಮ್ಮ ಬಳಿ ಇಲ್ಲ ಎಂಬ ಅವರ ಸೇವೆಯನ್ನು ಸದಾ ಅವರು ಸ್ಮರಿಸಲ್ಲಿ ಪುನೀತ್ ರಾಜ್ ಕುಮಾರ್ bbox=[34, 871, 182, 1091]
photo-flooded-crossing bbox=[34, 1325, 514, 1617]
newspaper-title: ಮುಂಜಾನೆ ವಾರ್ತೆ bbox=[571, 27, 806, 71]
epaper-site-url[interactable]: www.munjanevarthe.com bbox=[584, 448, 730, 463]
